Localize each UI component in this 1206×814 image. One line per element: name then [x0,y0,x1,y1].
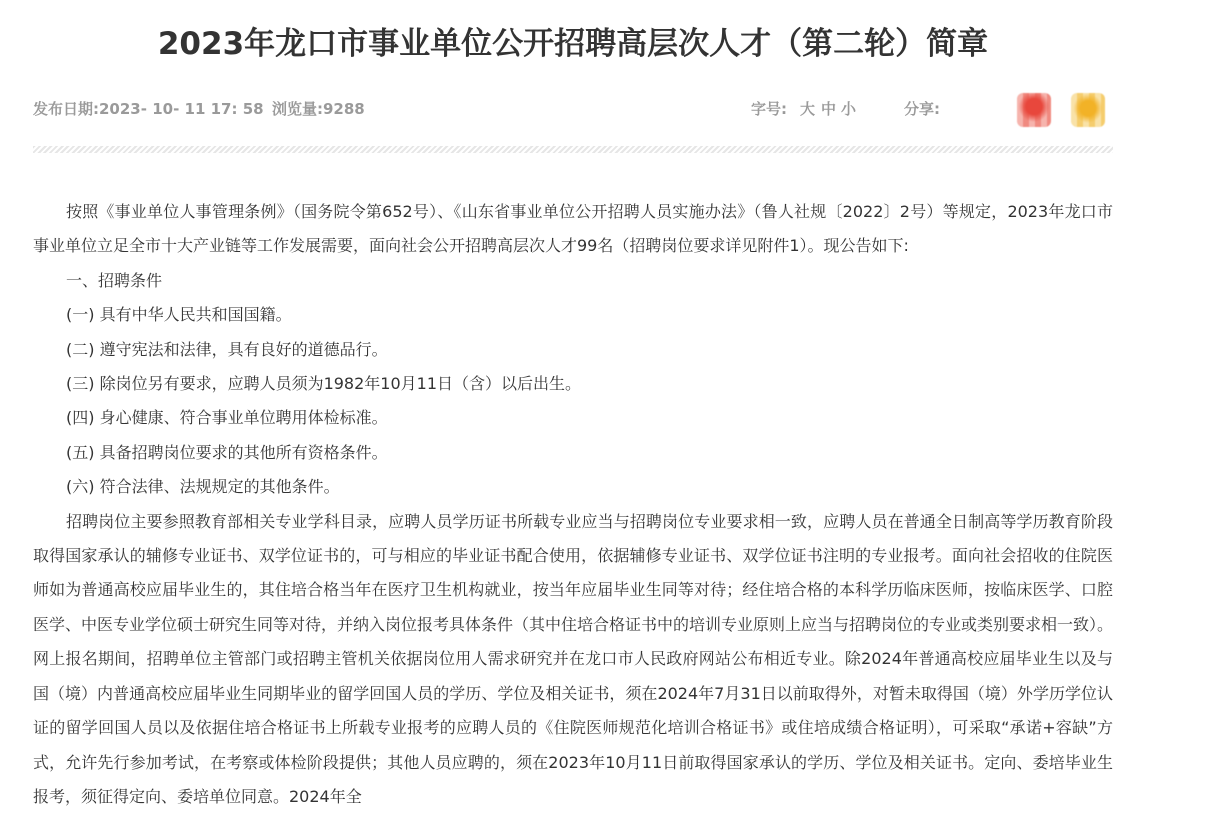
condition-item-4: (四) 身心健康、符合事业单位聘用体检标准。 [66,408,388,428]
share-icon-red[interactable] [1015,91,1053,129]
condition-item-3: (三) 除岗位另有要求，应聘人员须为1982年10月11日（含）以后出生。 [66,374,582,394]
font-size-small-button[interactable]: 小 [841,100,857,118]
meta-divider [33,146,1113,153]
article-meta [33,98,1113,120]
paragraph-intro: 按照《事业单位人事管理条例》（国务院令第652号）、《山东省事业单位公开招聘人员实施办法》（鲁人社规〔2022〕2号）等规定，2023年龙口市事业单位立足全市十大产业链等工作发展需要，面向社会公开招聘高层次人才99名（招聘岗位要求详见附件1）。现公告如下: [33,202,1113,256]
share-icon-yellow-image [1071,93,1105,127]
share-label: 分享: [904,100,940,118]
article-title: 2023年龙口市事业单位公开招聘高层次人才（第二轮）简章 [157,26,989,62]
condition-item-6: (六) 符合法律、法规规定的其他条件。 [66,477,340,497]
view-count: 浏览量:9288 [272,100,365,118]
paragraph-major-requirements: 招聘岗位主要参照教育部相关专业学科目录，应聘人员学历证书所载专业应当与招聘岗位专业要求相一致，应聘人员在普通全日制高等学历教育阶段取得国家承认的辅修专业证书、双学位证书的，可与相应的毕业证书配合使用，依据辅修专业证书、双学位证书注明的专业报考。面向社会招收的住院医师如为普通高校应届毕业生的，其住培合格当年在医疗卫生机构就业，按当年应届毕业生同等对待；经住培合格的本科学历临床医师，按临床医学、口腔医学、中医专业学位硕士研究生同等对待，并纳入岗位报考具体条件（其中住培合格证书中的培训专业原则上应当与招聘岗位的专业或类别要求相一致）。网上报名期间，招聘单位主管部门或招聘主管机关依据岗位用人需求研究并在龙口市人民政府网站公布相近专业。除2024年普通高校应届毕业生以及与国（境）内普通高校应届毕业生同期毕业的留学回国人员的学历、学位及相关证书，须在2024年7月31日以前取得外，对暂未取得国（境）外学历学位认证的留学回国人员以及依据住培合格证书上所载专业报考的应聘人员的《住院医师规范化培训合格证书》或住培成绩合格证明），可采取“承诺+容缺”方式，允许先行参加考试，在考察或体检阶段提供；其他人员应聘的，须在2023年10月11日前取得国家承认的学历、学位及相关证书。定向、委培毕业生报考，须征得定向、委培单位同意。2024年全 [33,511,1114,806]
section-heading-conditions: 一、招聘条件 [66,270,163,290]
publish-date: 发布日期:2023- 10- 11 17: 58 [33,100,264,118]
font-size-medium-button[interactable]: 中 [821,100,837,118]
font-size-large-button[interactable]: 大 [800,100,816,118]
article-content [33,195,1113,814]
condition-item-1: (一) 具有中华人民共和国国籍。 [66,305,292,325]
share-icon-red-image [1017,93,1051,127]
share-icon-yellow[interactable] [1069,91,1107,129]
condition-item-2: (二) 遵守宪法和法律，具有良好的道德品行。 [66,339,388,359]
article-page [33,0,1114,806]
font-size-label: 字号: [751,100,787,118]
condition-item-5: (五) 具备招聘岗位要求的其他所有资格条件。 [66,442,388,462]
